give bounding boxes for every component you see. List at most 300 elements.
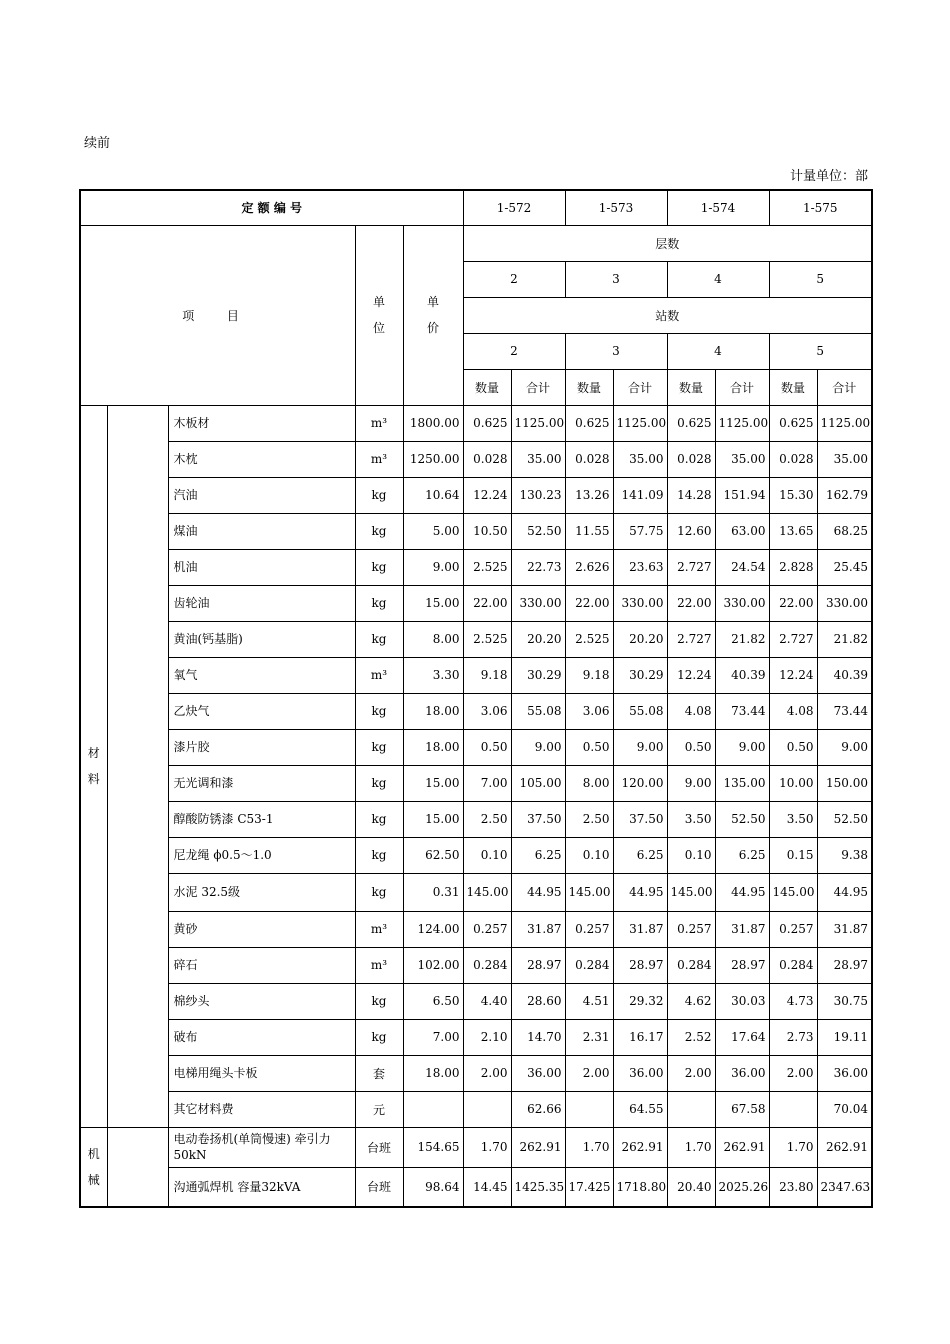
- quantity-cell: 1.70: [769, 1127, 817, 1167]
- total-cell: 40.39: [715, 657, 769, 693]
- price-header: [403, 225, 463, 405]
- total-cell: 1125.00: [511, 405, 565, 441]
- quantity-cell: 2.727: [769, 621, 817, 657]
- stations-label: 站数: [463, 297, 872, 333]
- total-cell: 44.95: [817, 873, 872, 911]
- item-unit: 套: [355, 1055, 403, 1091]
- total-cell: 44.95: [511, 873, 565, 911]
- total-cell: 31.87: [511, 911, 565, 947]
- quantity-cell: 10.00: [769, 765, 817, 801]
- item-unit: kg: [355, 729, 403, 765]
- item-unit: kg: [355, 983, 403, 1019]
- quantity-cell: 2.727: [667, 549, 715, 585]
- item-unit: kg: [355, 1019, 403, 1055]
- material-row: [80, 729, 872, 765]
- quantity-cell: 0.257: [463, 911, 511, 947]
- total-cell: 31.87: [715, 911, 769, 947]
- material-row: [80, 983, 872, 1019]
- machinery-row: [80, 1127, 872, 1167]
- quantity-cell: 2.525: [463, 549, 511, 585]
- item-name: 尼龙绳 ϕ0.5～1.0: [168, 837, 355, 873]
- material-row: [80, 873, 872, 911]
- quantity-cell: 12.24: [667, 657, 715, 693]
- item-price: 9.00: [403, 549, 463, 585]
- total-cell: 35.00: [817, 441, 872, 477]
- quantity-cell: 2.626: [565, 549, 613, 585]
- category-cell: [80, 1127, 107, 1207]
- total-cell: 150.00: [817, 765, 872, 801]
- total-cell: 262.91: [817, 1127, 872, 1167]
- total-cell: 120.00: [613, 765, 667, 801]
- total-cell: 9.00: [613, 729, 667, 765]
- total-cell: 28.60: [511, 983, 565, 1019]
- item-price: [403, 1091, 463, 1127]
- total-cell: 63.00: [715, 513, 769, 549]
- quantity-cell: 2.828: [769, 549, 817, 585]
- item-name: 木板材: [168, 405, 355, 441]
- quantity-cell: 0.257: [565, 911, 613, 947]
- total-cell: 1125.00: [613, 405, 667, 441]
- item-name: 破布: [168, 1019, 355, 1055]
- item-price: 15.00: [403, 801, 463, 837]
- item-price: 154.65: [403, 1127, 463, 1167]
- quantity-cell: 12.24: [463, 477, 511, 513]
- quantity-cell: 4.08: [667, 693, 715, 729]
- qty-header: 数量: [769, 369, 817, 405]
- continued-label: 续前: [84, 136, 111, 151]
- quantity-cell: 22.00: [463, 585, 511, 621]
- total-cell: 262.91: [613, 1127, 667, 1167]
- total-cell: 1125.00: [715, 405, 769, 441]
- total-cell: 21.82: [817, 621, 872, 657]
- quantity-cell: 2.10: [463, 1019, 511, 1055]
- item-price: 15.00: [403, 765, 463, 801]
- quantity-cell: 22.00: [667, 585, 715, 621]
- quantity-cell: 3.50: [667, 801, 715, 837]
- unit-header: [355, 225, 403, 405]
- quantity-cell: 22.00: [565, 585, 613, 621]
- item-price: 8.00: [403, 621, 463, 657]
- material-row: [80, 1019, 872, 1055]
- floor-value: 4: [667, 261, 769, 297]
- item-unit: kg: [355, 873, 403, 911]
- total-cell: 23.63: [613, 549, 667, 585]
- total-cell: 36.00: [613, 1055, 667, 1091]
- subcategory-cell: [107, 1127, 168, 1207]
- total-cell: 68.25: [817, 513, 872, 549]
- item-price: 6.50: [403, 983, 463, 1019]
- total-cell: 262.91: [511, 1127, 565, 1167]
- total-cell: 35.00: [511, 441, 565, 477]
- item-price: 7.00: [403, 1019, 463, 1055]
- quantity-cell: 1.70: [565, 1127, 613, 1167]
- station-value: 5: [769, 333, 872, 369]
- quantity-cell: 10.50: [463, 513, 511, 549]
- total-header: 合计: [511, 369, 565, 405]
- quantity-cell: 0.50: [463, 729, 511, 765]
- quantity-cell: 2.00: [667, 1055, 715, 1091]
- quantity-cell: 0.10: [667, 837, 715, 873]
- quantity-cell: 3.50: [769, 801, 817, 837]
- material-row: [80, 801, 872, 837]
- total-cell: 73.44: [715, 693, 769, 729]
- item-name: 电动卷扬机(单筒慢速) 牵引力50kN: [168, 1127, 355, 1167]
- total-cell: 28.97: [715, 947, 769, 983]
- quantity-cell: 3.06: [565, 693, 613, 729]
- quantity-cell: 2.31: [565, 1019, 613, 1055]
- quota-code: 1-572: [463, 190, 565, 225]
- quantity-cell: 0.625: [463, 405, 511, 441]
- quantity-cell: 2.52: [667, 1019, 715, 1055]
- quantity-cell: 0.284: [565, 947, 613, 983]
- quantity-cell: 0.284: [463, 947, 511, 983]
- total-cell: 52.50: [715, 801, 769, 837]
- quantity-cell: 2.50: [565, 801, 613, 837]
- item-name: 电梯用绳头卡板: [168, 1055, 355, 1091]
- total-cell: 30.75: [817, 983, 872, 1019]
- material-row: [80, 549, 872, 585]
- quota-code: 1-574: [667, 190, 769, 225]
- quantity-cell: 4.62: [667, 983, 715, 1019]
- qty-header: 数量: [463, 369, 511, 405]
- total-cell: 1125.00: [817, 405, 872, 441]
- total-cell: 25.45: [817, 549, 872, 585]
- total-cell: 20.20: [613, 621, 667, 657]
- station-value: 3: [565, 333, 667, 369]
- quantity-cell: 8.00: [565, 765, 613, 801]
- item-name: 沟通弧焊机 容量32kVA: [168, 1167, 355, 1207]
- quantity-cell: 7.00: [463, 765, 511, 801]
- total-cell: 64.55: [613, 1091, 667, 1127]
- material-row: [80, 1055, 872, 1091]
- total-cell: 2347.63: [817, 1167, 872, 1207]
- quantity-cell: [769, 1091, 817, 1127]
- total-cell: 9.00: [715, 729, 769, 765]
- quantity-cell: 1.70: [667, 1127, 715, 1167]
- item-name: 其它材料费: [168, 1091, 355, 1127]
- total-cell: 1718.80: [613, 1167, 667, 1207]
- item-price: 0.31: [403, 873, 463, 911]
- total-cell: 37.50: [613, 801, 667, 837]
- total-cell: 36.00: [817, 1055, 872, 1091]
- item-name: 黄油(钙基脂): [168, 621, 355, 657]
- quantity-cell: 2.525: [463, 621, 511, 657]
- item-unit: kg: [355, 513, 403, 549]
- item-unit: kg: [355, 693, 403, 729]
- quantity-cell: 0.50: [565, 729, 613, 765]
- material-row: [80, 405, 872, 441]
- item-unit: kg: [355, 549, 403, 585]
- total-cell: 330.00: [715, 585, 769, 621]
- quantity-cell: 0.028: [565, 441, 613, 477]
- quantity-cell: [667, 1091, 715, 1127]
- total-cell: 44.95: [613, 873, 667, 911]
- item-name: 棉纱头: [168, 983, 355, 1019]
- quantity-cell: 4.73: [769, 983, 817, 1019]
- total-cell: 19.11: [817, 1019, 872, 1055]
- quota-table: [79, 189, 873, 1208]
- material-row: [80, 477, 872, 513]
- floors-label: 层数: [463, 225, 872, 261]
- quantity-cell: 0.50: [769, 729, 817, 765]
- measurement-unit-label: 计量单位：部: [789, 169, 868, 184]
- total-cell: 105.00: [511, 765, 565, 801]
- quantity-cell: 0.10: [565, 837, 613, 873]
- quantity-cell: 12.60: [667, 513, 715, 549]
- item-price: 18.00: [403, 729, 463, 765]
- total-cell: 262.91: [715, 1127, 769, 1167]
- item-unit: kg: [355, 837, 403, 873]
- material-row: [80, 765, 872, 801]
- quantity-cell: 0.257: [667, 911, 715, 947]
- total-cell: 29.32: [613, 983, 667, 1019]
- total-cell: 16.17: [613, 1019, 667, 1055]
- total-cell: 30.03: [715, 983, 769, 1019]
- quantity-cell: [463, 1091, 511, 1127]
- total-cell: 37.50: [511, 801, 565, 837]
- quota-code: 1-573: [565, 190, 667, 225]
- item-name: 煤油: [168, 513, 355, 549]
- item-price: 62.50: [403, 837, 463, 873]
- item-unit: kg: [355, 477, 403, 513]
- material-row: [80, 693, 872, 729]
- total-cell: 6.25: [715, 837, 769, 873]
- item-name: 齿轮油: [168, 585, 355, 621]
- item-name: 碎石: [168, 947, 355, 983]
- item-unit: kg: [355, 801, 403, 837]
- material-row: [80, 657, 872, 693]
- machinery-row: [80, 1167, 872, 1207]
- quantity-cell: 20.40: [667, 1167, 715, 1207]
- total-cell: 36.00: [511, 1055, 565, 1091]
- item-name: 漆片胶: [168, 729, 355, 765]
- quantity-cell: 1.70: [463, 1127, 511, 1167]
- item-unit: kg: [355, 621, 403, 657]
- total-cell: 55.08: [613, 693, 667, 729]
- quantity-cell: 2.727: [667, 621, 715, 657]
- item-unit: kg: [355, 765, 403, 801]
- total-cell: 40.39: [817, 657, 872, 693]
- category-label: 机械: [87, 1146, 100, 1187]
- total-cell: 28.97: [511, 947, 565, 983]
- code-row: [80, 190, 872, 225]
- quantity-cell: 0.284: [769, 947, 817, 983]
- quantity-cell: 14.28: [667, 477, 715, 513]
- total-cell: 30.29: [613, 657, 667, 693]
- total-cell: 9.00: [511, 729, 565, 765]
- total-header: 合计: [817, 369, 872, 405]
- total-cell: 35.00: [715, 441, 769, 477]
- qty-header: 数量: [565, 369, 613, 405]
- item-price: 18.00: [403, 1055, 463, 1091]
- price-header-label: 单价: [427, 295, 440, 335]
- total-header: 合计: [715, 369, 769, 405]
- quantity-cell: 0.625: [769, 405, 817, 441]
- quantity-cell: 12.24: [769, 657, 817, 693]
- item-name: 醇酸防锈漆 C53-1: [168, 801, 355, 837]
- item-price: 10.64: [403, 477, 463, 513]
- total-cell: 57.75: [613, 513, 667, 549]
- quantity-cell: 2.73: [769, 1019, 817, 1055]
- total-cell: 17.64: [715, 1019, 769, 1055]
- quantity-cell: 145.00: [769, 873, 817, 911]
- material-row: [80, 947, 872, 983]
- material-row: [80, 837, 872, 873]
- quantity-cell: 15.30: [769, 477, 817, 513]
- item-price: 5.00: [403, 513, 463, 549]
- station-value: 4: [667, 333, 769, 369]
- item-name: 水泥 32.5级: [168, 873, 355, 911]
- quantity-cell: 0.028: [667, 441, 715, 477]
- total-cell: 6.25: [511, 837, 565, 873]
- material-row: [80, 621, 872, 657]
- quantity-cell: 9.00: [667, 765, 715, 801]
- total-cell: 22.73: [511, 549, 565, 585]
- category-label: 材料: [87, 746, 100, 786]
- total-cell: 31.87: [613, 911, 667, 947]
- quantity-cell: 145.00: [667, 873, 715, 911]
- total-cell: 151.94: [715, 477, 769, 513]
- total-cell: 330.00: [613, 585, 667, 621]
- total-cell: 62.66: [511, 1091, 565, 1127]
- item-price: 3.30: [403, 657, 463, 693]
- item-name: 氧气: [168, 657, 355, 693]
- subcategory-cell: [107, 405, 168, 1127]
- quantity-cell: 23.80: [769, 1167, 817, 1207]
- quantity-cell: 4.51: [565, 983, 613, 1019]
- total-header: 合计: [613, 369, 667, 405]
- item-price: 124.00: [403, 911, 463, 947]
- quantity-cell: 0.257: [769, 911, 817, 947]
- quantity-cell: 0.284: [667, 947, 715, 983]
- total-cell: 330.00: [511, 585, 565, 621]
- material-row: [80, 911, 872, 947]
- quantity-cell: 3.06: [463, 693, 511, 729]
- quantity-cell: 13.26: [565, 477, 613, 513]
- quantity-cell: 22.00: [769, 585, 817, 621]
- quantity-cell: 2.00: [463, 1055, 511, 1091]
- item-unit: 台班: [355, 1167, 403, 1207]
- item-unit: 台班: [355, 1127, 403, 1167]
- quantity-cell: 145.00: [565, 873, 613, 911]
- item-name: 机油: [168, 549, 355, 585]
- total-cell: 1425.35: [511, 1167, 565, 1207]
- item-unit: m³: [355, 657, 403, 693]
- quantity-cell: 11.55: [565, 513, 613, 549]
- quantity-cell: 0.10: [463, 837, 511, 873]
- floor-value: 3: [565, 261, 667, 297]
- item-name: 黄砂: [168, 911, 355, 947]
- quantity-cell: 2.00: [769, 1055, 817, 1091]
- material-row: [80, 585, 872, 621]
- quantity-cell: 2.525: [565, 621, 613, 657]
- total-cell: 162.79: [817, 477, 872, 513]
- total-cell: 14.70: [511, 1019, 565, 1055]
- quantity-cell: 0.625: [565, 405, 613, 441]
- floors-label-row: [80, 225, 872, 261]
- quantity-cell: 2.00: [565, 1055, 613, 1091]
- floor-value: 2: [463, 261, 565, 297]
- total-cell: 36.00: [715, 1055, 769, 1091]
- total-cell: 28.97: [817, 947, 872, 983]
- total-cell: 44.95: [715, 873, 769, 911]
- item-unit: kg: [355, 585, 403, 621]
- total-cell: 67.58: [715, 1091, 769, 1127]
- total-cell: 330.00: [817, 585, 872, 621]
- quantity-cell: 14.45: [463, 1167, 511, 1207]
- total-cell: 24.54: [715, 549, 769, 585]
- item-price: 1250.00: [403, 441, 463, 477]
- total-cell: 28.97: [613, 947, 667, 983]
- item-price: 1800.00: [403, 405, 463, 441]
- unit-header-label: 单位: [373, 295, 386, 335]
- total-cell: 141.09: [613, 477, 667, 513]
- quantity-cell: 0.028: [769, 441, 817, 477]
- item-price: 102.00: [403, 947, 463, 983]
- quantity-cell: 13.65: [769, 513, 817, 549]
- total-cell: 130.23: [511, 477, 565, 513]
- item-header: [80, 225, 355, 405]
- total-cell: 9.00: [817, 729, 872, 765]
- item-name: 汽油: [168, 477, 355, 513]
- floor-value: 5: [769, 261, 872, 297]
- quantity-cell: 2.50: [463, 801, 511, 837]
- qty-header: 数量: [667, 369, 715, 405]
- quantity-cell: 0.625: [667, 405, 715, 441]
- item-label: 项 目: [182, 308, 254, 323]
- quantity-cell: 9.18: [463, 657, 511, 693]
- station-value: 2: [463, 333, 565, 369]
- total-cell: 55.08: [511, 693, 565, 729]
- item-unit: m³: [355, 947, 403, 983]
- item-name: 无光调和漆: [168, 765, 355, 801]
- total-cell: 30.29: [511, 657, 565, 693]
- code-label: 定 额 编 号: [80, 190, 463, 225]
- total-cell: 135.00: [715, 765, 769, 801]
- item-price: 15.00: [403, 585, 463, 621]
- quota-code: 1-575: [769, 190, 872, 225]
- quantity-cell: [565, 1091, 613, 1127]
- total-cell: 6.25: [613, 837, 667, 873]
- item-price: 18.00: [403, 693, 463, 729]
- quantity-cell: 0.50: [667, 729, 715, 765]
- total-cell: 2025.26: [715, 1167, 769, 1207]
- item-unit: m³: [355, 405, 403, 441]
- total-cell: 35.00: [613, 441, 667, 477]
- category-cell: [80, 405, 107, 1127]
- total-cell: 9.38: [817, 837, 872, 873]
- total-cell: 52.50: [511, 513, 565, 549]
- total-cell: 20.20: [511, 621, 565, 657]
- quantity-cell: 0.028: [463, 441, 511, 477]
- total-cell: 70.04: [817, 1091, 872, 1127]
- total-cell: 31.87: [817, 911, 872, 947]
- item-price: 98.64: [403, 1167, 463, 1207]
- material-row: [80, 1091, 872, 1127]
- quantity-cell: 4.08: [769, 693, 817, 729]
- item-unit: 元: [355, 1091, 403, 1127]
- total-cell: 73.44: [817, 693, 872, 729]
- quantity-cell: 0.15: [769, 837, 817, 873]
- quantity-cell: 145.00: [463, 873, 511, 911]
- item-name: 木枕: [168, 441, 355, 477]
- quantity-cell: 17.425: [565, 1167, 613, 1207]
- total-cell: 52.50: [817, 801, 872, 837]
- material-row: [80, 441, 872, 477]
- item-unit: m³: [355, 441, 403, 477]
- total-cell: 21.82: [715, 621, 769, 657]
- quantity-cell: 9.18: [565, 657, 613, 693]
